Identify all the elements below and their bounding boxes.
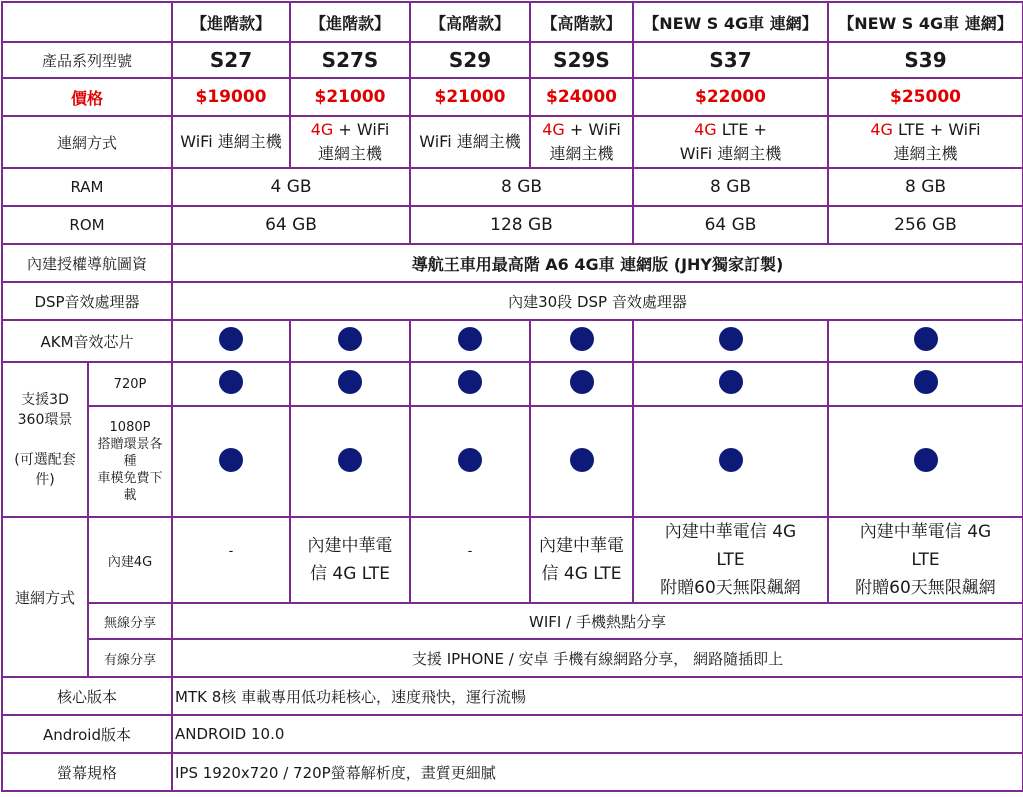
core-value: MTK 8核 車載專用低功耗核心，速度飛快，運行流暢 (172, 677, 1023, 715)
4g-tag: 4G (694, 120, 717, 139)
builtin-4g-label: 內建4G (88, 517, 172, 603)
corner-cell (2, 2, 172, 42)
supported-dot-icon (338, 370, 362, 394)
model-s29s: S29S (530, 42, 633, 78)
akm-s27s (290, 320, 410, 362)
price-s29s: $24000 (530, 78, 633, 116)
wireless-share-value: WIFI / 手機熱點分享 (172, 603, 1023, 639)
navigation-label: 內建授權導航圖資 (2, 244, 172, 282)
model-s27s: S27S (290, 42, 410, 78)
res-1080-s37 (633, 406, 828, 517)
ram-s37: 8 GB (633, 168, 828, 206)
rom-label: ROM (2, 206, 172, 244)
price-s29: $21000 (410, 78, 530, 116)
screen-value: IPS 1920x720 / 720P螢幕解析度，畫質更細膩 (172, 753, 1023, 791)
akm-s29s (530, 320, 633, 362)
res-1080-label: 1080P 搭贈環景各 種 車模免費下 載 (88, 406, 172, 517)
res-1080-s27s (290, 406, 410, 517)
wired-share-row (2, 639, 1023, 677)
supported-dot-icon (458, 327, 482, 351)
ram-row (2, 168, 1023, 206)
price-label: 價格 (2, 78, 172, 116)
model-s29: S29 (410, 42, 530, 78)
akm-s27 (172, 320, 290, 362)
price-s27: $19000 (172, 78, 290, 116)
res-720-s27 (172, 362, 290, 406)
connectivity-s29: WiFi 連網主機 (410, 116, 530, 168)
price-s39: $25000 (828, 78, 1023, 116)
rom-s37: 64 GB (633, 206, 828, 244)
akm-s29 (410, 320, 530, 362)
network-label: 連網方式 (2, 517, 88, 677)
builtin-4g-s37: 內建中華電信 4G LTE 附贈60天無限飆網 (633, 517, 828, 603)
supported-dot-icon (458, 370, 482, 394)
res-720-label: 720P (88, 362, 172, 406)
res-1080-s29 (410, 406, 530, 517)
spec-comparison-table (1, 1, 1023, 792)
wired-share-value: 支援 IPHONE / 安卓 手機有線網路分享， 網路隨插即上 (172, 639, 1023, 677)
4g-tag: 4G (542, 120, 565, 139)
wireless-share-row (2, 603, 1023, 639)
builtin-4g-s39: 內建中華電信 4G LTE 附贈60天無限飆網 (828, 517, 1023, 603)
res-720-s39 (828, 362, 1023, 406)
ram-s29-s29s: 8 GB (410, 168, 633, 206)
akm-s37 (633, 320, 828, 362)
rom-s39: 256 GB (828, 206, 1023, 244)
supported-dot-icon (719, 327, 743, 351)
android-value: ANDROID 10.0 (172, 715, 1023, 753)
screen-row (2, 753, 1023, 791)
supported-dot-icon (219, 370, 243, 394)
model-s27: S27 (172, 42, 290, 78)
rom-s27-s27s: 64 GB (172, 206, 410, 244)
akm-label: AKM音效芯片 (2, 320, 172, 362)
tier-header-s29s: 【高階款】 (530, 2, 633, 42)
support-3d-label: 支援3D 360環景 (可選配套 件) (2, 362, 88, 517)
connectivity-row (2, 116, 1023, 168)
core-label: 核心版本 (2, 677, 172, 715)
ram-s27-s27s: 4 GB (172, 168, 410, 206)
supported-dot-icon (570, 448, 594, 472)
model-row (2, 42, 1023, 78)
price-s37: $22000 (633, 78, 828, 116)
res-1080-s39 (828, 406, 1023, 517)
price-row (2, 78, 1023, 116)
supported-dot-icon (570, 327, 594, 351)
screen-label: 螢幕規格 (2, 753, 172, 791)
supported-dot-icon (338, 327, 362, 351)
res-720-row (2, 362, 1023, 406)
model-s39: S39 (828, 42, 1023, 78)
builtin-4g-s29: - (410, 517, 530, 603)
ram-label: RAM (2, 168, 172, 206)
rom-row (2, 206, 1023, 244)
android-row (2, 715, 1023, 753)
supported-dot-icon (719, 448, 743, 472)
connectivity-s39: 4G LTE + WiFi 連網主機 (828, 116, 1023, 168)
res-720-s27s (290, 362, 410, 406)
core-row (2, 677, 1023, 715)
res-1080-s27 (172, 406, 290, 517)
builtin-4g-s29s: 內建中華電 信 4G LTE (530, 517, 633, 603)
navigation-value: 導航王車用最高階 A6 4G車 連網版 (JHY獨家訂製) (172, 244, 1023, 282)
res-720-s29s (530, 362, 633, 406)
supported-dot-icon (570, 370, 594, 394)
wired-share-label: 有線分享 (88, 639, 172, 677)
builtin-4g-s27: - (172, 517, 290, 603)
connectivity-s29s: 4G + WiFi 連網主機 (530, 116, 633, 168)
navigation-row (2, 244, 1023, 282)
tier-header-s39: 【NEW S 4G車 連網】 (828, 2, 1023, 42)
tier-header-s29: 【高階款】 (410, 2, 530, 42)
supported-dot-icon (338, 448, 362, 472)
header-row (2, 2, 1023, 42)
dsp-row (2, 282, 1023, 320)
akm-row (2, 320, 1023, 362)
tier-header-s27: 【進階款】 (172, 2, 290, 42)
supported-dot-icon (914, 370, 938, 394)
model-s37: S37 (633, 42, 828, 78)
ram-s39: 8 GB (828, 168, 1023, 206)
connectivity-s27s: 4G + WiFi 連網主機 (290, 116, 410, 168)
4g-tag: 4G (310, 120, 334, 139)
builtin-4g-row (2, 517, 1023, 603)
akm-s39 (828, 320, 1023, 362)
supported-dot-icon (458, 448, 482, 472)
rom-s29-s29s: 128 GB (410, 206, 633, 244)
tier-header-s37: 【NEW S 4G車 連網】 (633, 2, 828, 42)
supported-dot-icon (219, 448, 243, 472)
price-s27s: $21000 (290, 78, 410, 116)
connectivity-s27: WiFi 連網主機 (172, 116, 290, 168)
connectivity-label: 連網方式 (2, 116, 172, 168)
res-1080-row (2, 406, 1023, 517)
model-series-label: 產品系列型號 (2, 42, 172, 78)
supported-dot-icon (914, 448, 938, 472)
android-label: Android版本 (2, 715, 172, 753)
res-1080-s29s (530, 406, 633, 517)
dsp-label: DSP音效處理器 (2, 282, 172, 320)
tier-header-s27s: 【進階款】 (290, 2, 410, 42)
builtin-4g-s27s: 內建中華電 信 4G LTE (290, 517, 410, 603)
wireless-share-label: 無線分享 (88, 603, 172, 639)
supported-dot-icon (719, 370, 743, 394)
supported-dot-icon (219, 327, 243, 351)
res-720-s29 (410, 362, 530, 406)
connectivity-s37: 4G LTE + WiFi 連網主機 (633, 116, 828, 168)
supported-dot-icon (914, 327, 938, 351)
res-720-s37 (633, 362, 828, 406)
dsp-value: 內建30段 DSP 音效處理器 (172, 282, 1023, 320)
4g-tag: 4G (870, 120, 893, 139)
